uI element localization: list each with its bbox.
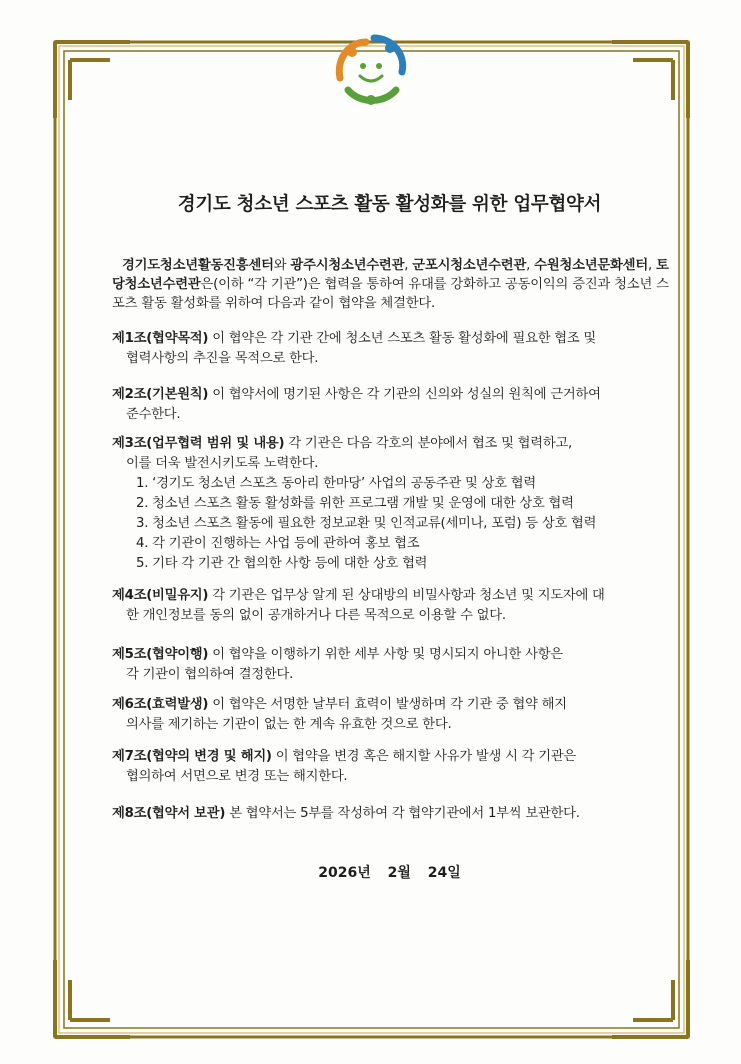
intro-paragraph: 경기도청소년활동진흥센터와 광주시청소년수련관, 군포시청소년수련관, 수원청소년문화센터, 토당청소년수련관은(이하 “각 기관”)은 협력을 통하여 유대를 강화하고 공동이익의 증진과 청소년 스포츠 활동 활성화를 위하여 다음과 같이 협약을 체결한다.: [112, 258, 669, 311]
article-heading: 제8조(협약서 보관): [112, 806, 226, 821]
article-text: 각 기관은 다음 각호의 분야에서 협조 및 협력하고,: [288, 436, 573, 451]
article-4: [112, 586, 672, 626]
article-text-continued: 한 개인정보를 동의 없이 공개하거나 다른 목적으로 이용할 수 없다.: [126, 608, 506, 623]
article-heading: 제6조(효력발생): [112, 697, 209, 712]
article-5: [112, 645, 672, 685]
org-name: 군포시청소년수련관: [412, 258, 527, 273]
article-heading: 제3조(업무협력 범위 및 내용): [112, 436, 285, 451]
org-name: 광주시청소년수련관: [290, 258, 405, 273]
article-text: 각 기관은 업무상 알게 된 상대방의 비밀사항과 청소년 및 지도자에 대: [212, 588, 605, 603]
article-text-continued: 각 기관이 협의하여 결정한다.: [126, 667, 294, 682]
article-text-continued: 이를 더욱 발전시키도록 노력한다.: [126, 456, 319, 471]
org-name: 경기도청소년활동진흥센터: [122, 258, 274, 273]
intro-text: 은(이하 “각 기관”)은 협력을 통하여 유대를 강화하고 공동이익의 증진과 청소년 스포츠 활동 활성화를 위하여 다음과 같이 협약을 체결한다.: [112, 277, 669, 311]
article-7: [112, 747, 672, 787]
article-heading: 제2조(기본원칙): [112, 387, 209, 402]
article-2: [112, 385, 672, 425]
article-heading: 제1조(협약목적): [112, 331, 209, 346]
article-heading: 제7조(협약의 변경 및 해지): [112, 749, 272, 764]
list-item: 3. 청소년 스포츠 활동에 필요한 정보교환 및 인적교류(세미나, 포럼) 등 상호 협력: [136, 516, 597, 531]
date-month: 2월: [387, 865, 411, 881]
article-text: 본 협약서는 5부를 작성하여 각 협약기관에서 1부씩 보관한다.: [229, 806, 580, 821]
document-title: 경기도 청소년 스포츠 활동 활성화를 위한 업무협약서: [177, 194, 602, 215]
org-name: 토당청소년수련관: [112, 258, 669, 292]
article-3: [112, 434, 672, 574]
article-text: 이 협약은 각 기관 간에 청소년 스포츠 활동 활성화에 필요한 협조 및: [212, 331, 597, 346]
article-8: [112, 804, 672, 824]
article-text-continued: 준수한다.: [126, 407, 181, 422]
list-item: 4. 각 기관이 진행하는 사업 등에 관하여 홍보 협조: [136, 536, 420, 551]
list-item: 1. ‘경기도 청소년 스포츠 동아리 한마당’ 사업의 공동주관 및 상호 협력: [136, 476, 536, 491]
signing-date: [112, 862, 667, 882]
article-heading: 제5조(협약이행): [112, 647, 209, 662]
article-text: 이 협약서에 명기된 사항은 각 기관의 신의와 성실의 원칙에 근거하여: [212, 387, 601, 402]
article-text: 이 협약을 이행하기 위한 세부 사항 및 명시되지 아니한 사항은: [212, 647, 563, 662]
list-item: 5. 기타 각 기관 간 협의한 사항 등에 대한 상호 협력: [136, 556, 428, 571]
article-text-continued: 의사를 제기하는 기관이 없는 한 계속 유효한 것으로 한다.: [126, 717, 452, 732]
intro-conjunction: 와: [273, 258, 291, 273]
date-year: 2026년: [318, 865, 371, 881]
article-text: 이 협약은 서명한 날부터 효력이 발생하며 각 기관 중 협약 해지: [212, 697, 567, 712]
youth-logo-icon: [330, 28, 412, 110]
date-day: 24일: [427, 865, 461, 881]
cooperation-items-list: [112, 474, 672, 574]
article-text: 이 협약을 변경 혹은 해지할 사유가 발생 시 각 기관은: [275, 749, 577, 764]
article-heading: 제4조(비밀유지): [112, 588, 209, 603]
list-item: 2. 청소년 스포츠 활동 활성화를 위한 프로그램 개발 및 운영에 대한 상호 협력: [136, 496, 574, 511]
article-1: [112, 329, 672, 369]
article-text-continued: 협력사항의 추진을 목적으로 한다.: [126, 351, 319, 366]
org-name: 수원청소년문화센터: [534, 258, 648, 273]
article-6: [112, 695, 672, 735]
article-text-continued: 협의하여 서면으로 변경 또는 해지한다.: [126, 769, 348, 784]
